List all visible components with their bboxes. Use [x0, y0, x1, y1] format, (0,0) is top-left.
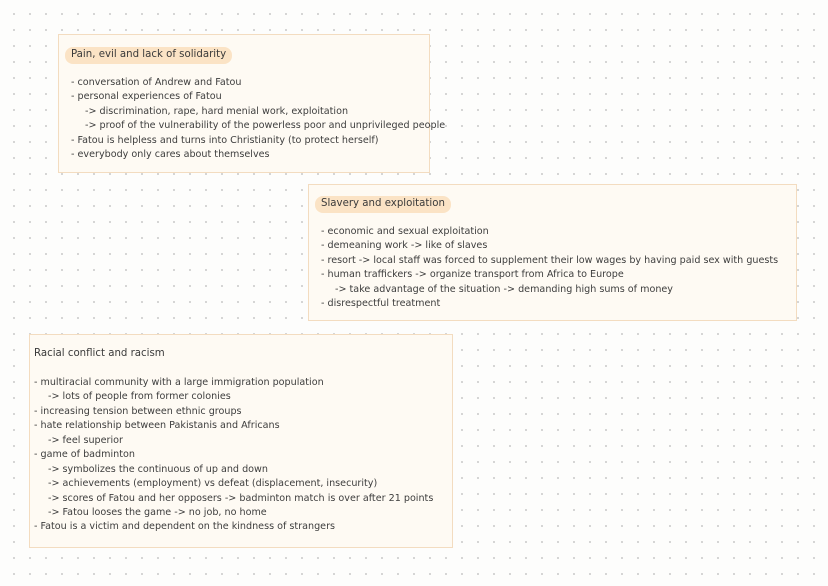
note-lines: [71, 76, 445, 163]
note-line: -> symbolizes the continuous of up and down: [48, 463, 268, 475]
note-line: - multiracial community with a large immigration population: [34, 377, 324, 388]
note-line: -> proof of the vulnerability of the powerless poor and unprivileged people: [85, 120, 446, 132]
note-card-slavery[interactable]: [308, 184, 797, 321]
note-line: - resort -> local staff was forced to supplement their low wages by having paid sex with guests: [321, 254, 779, 266]
note-card-pain[interactable]: [58, 34, 446, 173]
note-card-racial[interactable]: [29, 334, 453, 548]
note-line: - Fatou is helpless and turns into Christianity (to protect herself): [71, 134, 379, 146]
note-line: - human traffickers -> organize transport from Africa to Europe: [321, 269, 624, 281]
note-line: -> scores of Fatou and her opposers -> badminton match is over after 21 points: [48, 492, 434, 504]
note-line: - personal experiences of Fatou: [71, 91, 222, 103]
card-title: Racial conflict and racism: [34, 348, 165, 359]
note-line: -> achievements (employment) vs defeat (displacement, insecurity): [48, 478, 378, 490]
note-line: -> Fatou looses the game -> no job, no home: [48, 506, 267, 518]
note-line: -> discrimination, rape, hard menial work, exploitation: [85, 105, 349, 117]
note-lines: [34, 376, 433, 535]
note-line: - hate relationship between Pakistanis and Africans: [34, 420, 280, 432]
note-line: - Fatou is a victim and dependent on the kindness of strangers: [34, 521, 336, 533]
note-lines: [321, 225, 778, 312]
note-line: -> feel superior: [48, 434, 123, 446]
card-title: Slavery and exploitation: [315, 196, 451, 213]
note-line: - disrespectful treatment: [321, 298, 441, 310]
note-line: -> lots of people from former colonies: [48, 391, 231, 403]
note-line: - demeaning work -> like of slaves: [321, 240, 488, 252]
card-title: Pain, evil and lack of solidarity: [65, 47, 232, 64]
note-line: - increasing tension between ethnic groups: [34, 405, 242, 417]
note-line: - game of badminton: [34, 449, 135, 461]
note-line: - conversation of Andrew and Fatou: [71, 77, 242, 88]
note-line: -> take advantage of the situation -> demanding high sums of money: [335, 283, 673, 295]
note-line: - everybody only cares about themselves: [71, 149, 270, 161]
note-line: - economic and sexual exploitation: [321, 226, 489, 237]
